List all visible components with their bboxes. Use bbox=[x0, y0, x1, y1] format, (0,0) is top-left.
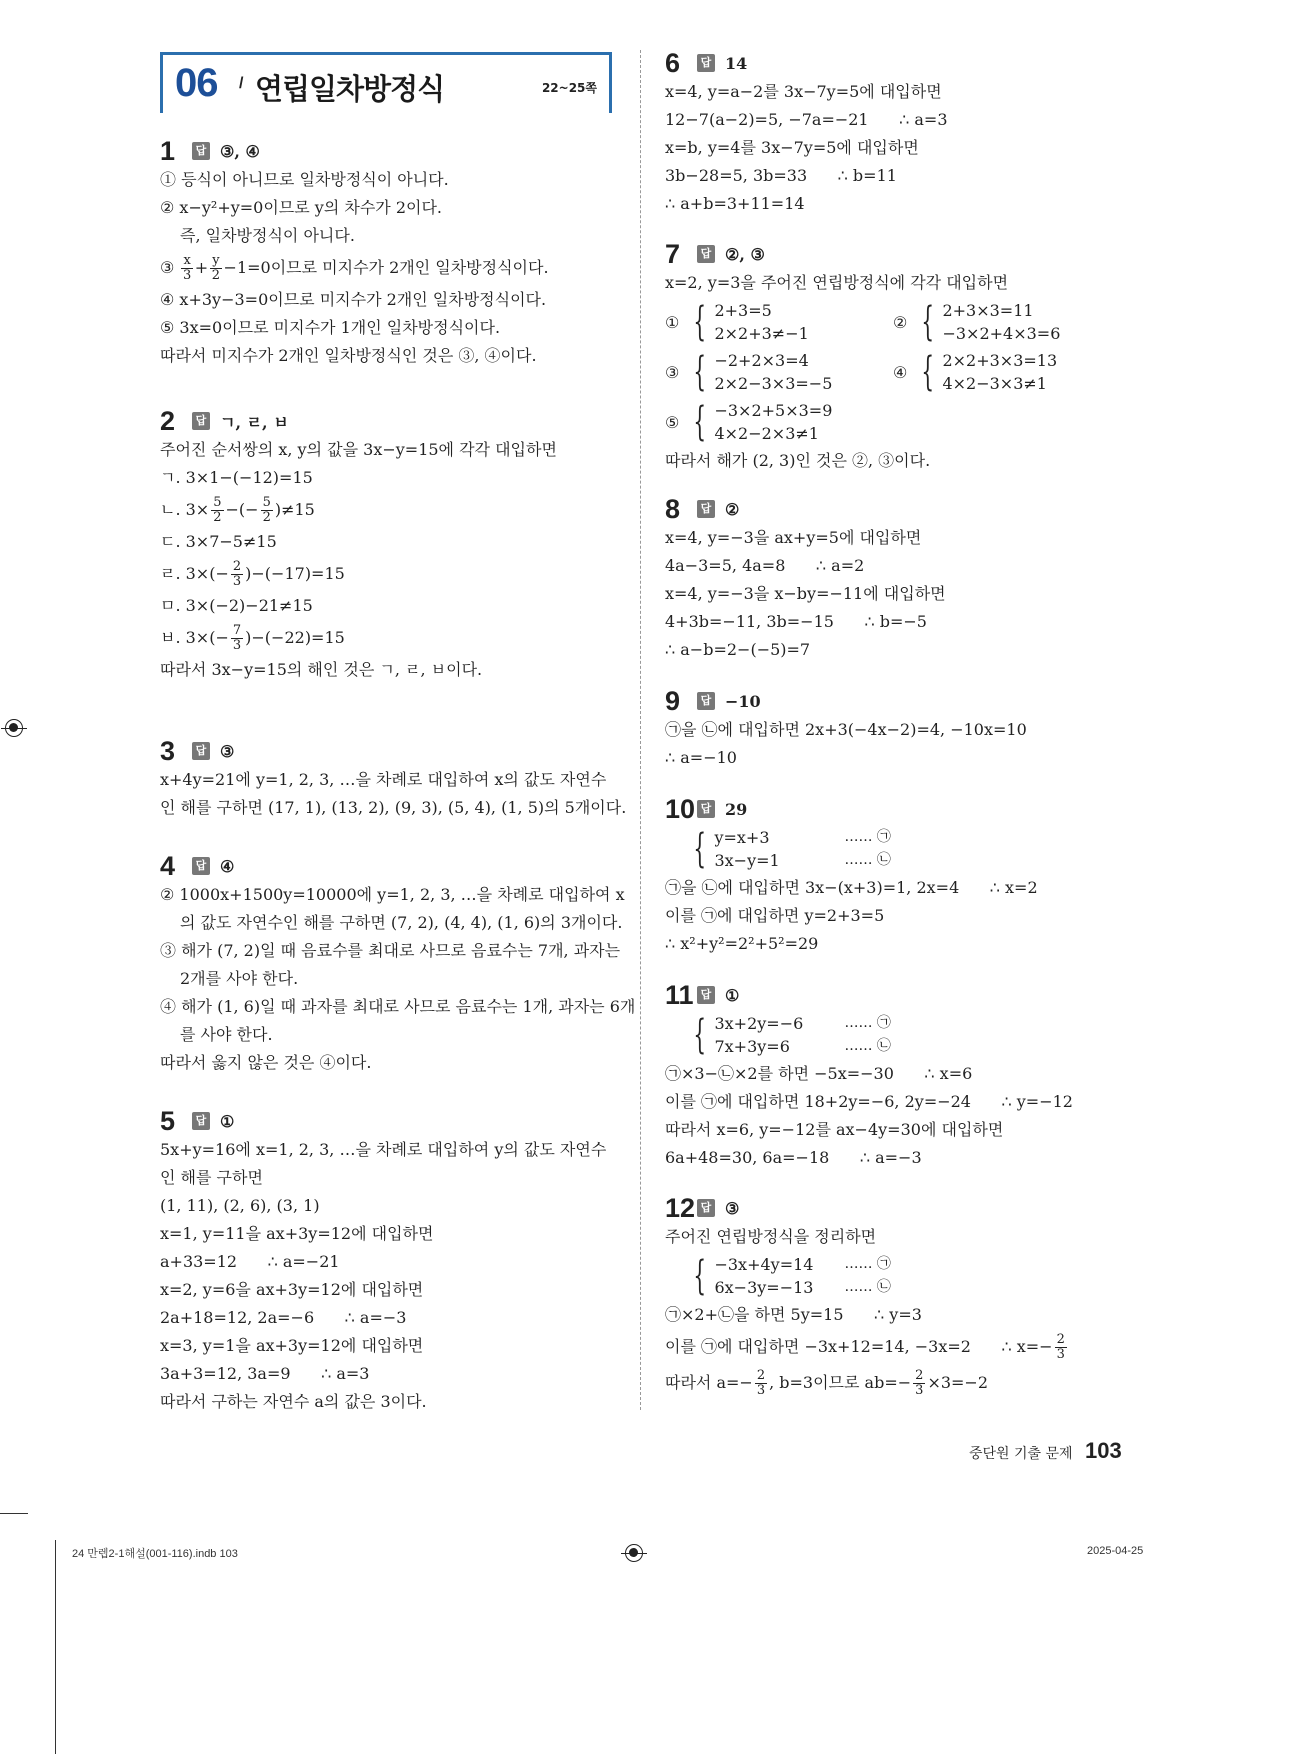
equation: 7x+3y=6 bbox=[714, 1037, 790, 1056]
solution-line: 5x+y=16에 x=1, 2, 3, …을 차례로 대입하여 y의 값도 자연수 bbox=[160, 1140, 607, 1159]
system-row bbox=[942, 299, 1060, 322]
equation-tag: …… ㉡ bbox=[844, 1038, 891, 1054]
solution-line: x=4, y=−3을 ax+y=5에 대입하면 bbox=[665, 528, 922, 547]
solution-line: ∴ a+b=3+11=14 bbox=[665, 194, 805, 213]
equation-system bbox=[665, 399, 893, 445]
solution-line: ㉠×2+㉡을 하면 5y=15 ∴ y=3 bbox=[665, 1305, 922, 1324]
problem-7 bbox=[665, 239, 1125, 475]
numerator: 2 bbox=[756, 1367, 766, 1383]
section-title: 연립일차방정식 bbox=[255, 72, 445, 106]
answer: ① bbox=[220, 1111, 235, 1131]
brace-icon: { bbox=[693, 399, 707, 445]
equation-system bbox=[893, 349, 1121, 395]
problem-number: 2 bbox=[160, 405, 176, 436]
print-date: 2025-04-25 bbox=[1087, 1545, 1144, 1557]
section-header bbox=[160, 52, 612, 113]
equation: −2+2×3=4 bbox=[714, 351, 809, 370]
text-segment: ×3=−2 bbox=[927, 1373, 989, 1392]
numerator: 7 bbox=[232, 622, 242, 638]
solution-line: x=3, y=1을 ax+3y=12에 대입하면 bbox=[160, 1336, 424, 1355]
solution-line: ④ x+3y−3=0이므로 미지수가 2개인 일차방정식이다. bbox=[160, 290, 547, 309]
equation-system-row bbox=[665, 297, 1125, 347]
answer-badge: 답 bbox=[192, 412, 210, 430]
equation-tag: …… ㉠ bbox=[844, 829, 891, 845]
answer-badge: 답 bbox=[697, 54, 715, 72]
text-segment: ③ bbox=[160, 258, 180, 277]
problem-heading bbox=[665, 239, 1125, 269]
solution-line: x=b, y=4를 3x−7y=5에 대입하면 bbox=[665, 138, 919, 157]
problem-5 bbox=[160, 1106, 620, 1416]
solution-line: ㄱ. 3×1−(−12)=15 bbox=[160, 468, 313, 487]
solution-line bbox=[160, 250, 620, 286]
solution-line: 따라서 옳지 않은 것은 ④이다. bbox=[160, 1053, 372, 1072]
problem-heading bbox=[665, 494, 1125, 524]
problem-4 bbox=[160, 850, 636, 1077]
problem-heading bbox=[665, 980, 1125, 1010]
system-label: ③ bbox=[665, 362, 680, 382]
problem-number: 6 bbox=[665, 47, 681, 78]
fraction bbox=[231, 624, 243, 653]
equation: 2×2+3≠−1 bbox=[714, 324, 809, 343]
system-label: ⑤ bbox=[665, 412, 680, 432]
solution-line: ② x−y²+y=0이므로 y의 차수가 2이다. bbox=[160, 198, 443, 217]
numerator: x bbox=[183, 252, 191, 268]
answer: ③, ④ bbox=[220, 141, 260, 161]
registration-mark-icon bbox=[5, 719, 23, 737]
system-row bbox=[942, 322, 1060, 345]
answer-badge: 답 bbox=[192, 142, 210, 160]
answer-badge: 답 bbox=[697, 500, 715, 518]
problem-heading bbox=[160, 736, 620, 766]
system-equations bbox=[714, 349, 832, 395]
system-row bbox=[714, 826, 890, 849]
answer: ③ bbox=[220, 741, 235, 761]
section-slash: / bbox=[239, 75, 244, 92]
solution-line: 따라서 미지수가 2개인 일차방정식인 것은 ③, ④이다. bbox=[160, 346, 537, 365]
system-equations bbox=[714, 1012, 890, 1058]
text-segment: 이를 ㉠에 대입하면 −3x+12=14, −3x=2 ∴ x=− bbox=[665, 1337, 1053, 1356]
answer: 14 bbox=[725, 53, 748, 73]
solution-line: 따라서 3x−y=15의 해인 것은 ㄱ, ㄹ, ㅂ이다. bbox=[160, 660, 483, 679]
problem-9 bbox=[665, 686, 1125, 772]
answer: ③ bbox=[725, 1198, 740, 1218]
answer: 29 bbox=[725, 799, 748, 819]
solution-line: 3b−28=5, 3b=33 ∴ b=11 bbox=[665, 166, 897, 185]
solution-line: 따라서 구하는 자연수 a의 값은 3이다. bbox=[160, 1392, 427, 1411]
text-segment: + bbox=[194, 258, 209, 277]
problem-heading bbox=[665, 686, 1125, 716]
problem-11 bbox=[665, 980, 1125, 1172]
solution-line: 3a+3=12, 3a=9 ∴ a=3 bbox=[160, 1364, 370, 1383]
denominator: 2 bbox=[262, 509, 271, 525]
brace-icon: { bbox=[921, 349, 935, 395]
solution-line: ④ 해가 (1, 6)일 때 과자를 최대로 사므로 음료수는 1개, 과자는 6개 bbox=[160, 997, 636, 1016]
equation-system bbox=[665, 1012, 1125, 1058]
system-row bbox=[714, 1012, 890, 1035]
solution-line: 이를 ㉠에 대입하면 18+2y=−6, 2y=−24 ∴ y=−12 bbox=[665, 1092, 1073, 1111]
denominator: 3 bbox=[756, 1382, 766, 1398]
equation-tag: …… ㉠ bbox=[844, 1015, 891, 1031]
system-label: ④ bbox=[893, 362, 908, 382]
problem-heading bbox=[160, 136, 620, 166]
equation: −3×2+4×3=6 bbox=[942, 324, 1061, 343]
answer-badge: 답 bbox=[697, 692, 715, 710]
solution-line: a+33=12 ∴ a=−21 bbox=[160, 1252, 340, 1271]
numerator: y bbox=[212, 252, 220, 268]
system-equations bbox=[714, 1253, 890, 1299]
answer-badge: 답 bbox=[697, 986, 715, 1004]
problem-number: 12 bbox=[665, 1192, 696, 1223]
system-equations bbox=[714, 399, 832, 445]
equation-system bbox=[665, 349, 893, 395]
brace-icon: { bbox=[693, 1253, 707, 1299]
equation-system bbox=[665, 1253, 1125, 1299]
solution-line: ㉠×3−㉡×2를 하면 −5x=−30 ∴ x=6 bbox=[665, 1064, 973, 1083]
problem-heading bbox=[160, 851, 620, 881]
text-segment: )≠15 bbox=[274, 500, 315, 519]
solution-line: (1, 11), (2, 6), (3, 1) bbox=[160, 1196, 320, 1215]
equation-tag: …… ㉡ bbox=[844, 852, 891, 868]
solution-line: 4+3b=−11, 3b=−15 ∴ b=−5 bbox=[665, 612, 927, 631]
fraction bbox=[755, 1369, 767, 1398]
answer-badge: 답 bbox=[697, 800, 715, 818]
crop-mark bbox=[55, 1540, 56, 1754]
problem-6 bbox=[665, 48, 1125, 218]
equation: 4×2−2×3≠1 bbox=[714, 424, 819, 443]
section-number: 06 bbox=[175, 61, 218, 105]
solution-line: 6a+48=30, 6a=−18 ∴ a=−3 bbox=[665, 1148, 922, 1167]
page-number: 103 bbox=[1085, 1438, 1122, 1463]
print-slug: 24 만렙2-1해설(001-116).indb 103 bbox=[72, 1548, 238, 1560]
problem-3 bbox=[160, 735, 627, 822]
numerator: 5 bbox=[213, 494, 222, 510]
fraction bbox=[1055, 1333, 1067, 1362]
denominator: 3 bbox=[182, 267, 192, 283]
system-row bbox=[714, 1276, 890, 1299]
solution-line: ① 등식이 아니므로 일차방정식이 아니다. bbox=[160, 170, 449, 189]
problem-number: 11 bbox=[665, 979, 694, 1010]
solution-line: x=1, y=11을 ax+3y=12에 대입하면 bbox=[160, 1224, 434, 1243]
solution-line: 4a−3=5, 4a=8 ∴ a=2 bbox=[665, 556, 865, 575]
system-equations bbox=[714, 299, 814, 345]
system-row bbox=[714, 849, 890, 872]
solution-line: ∴ x²+y²=2²+5²=29 bbox=[665, 934, 819, 953]
equation: 6x−3y=−13 bbox=[714, 1278, 814, 1297]
system-row bbox=[714, 349, 832, 372]
solution-line: ③ 해가 (7, 2)일 때 음료수를 최대로 사므로 음료수는 7개, 과자는 bbox=[160, 941, 621, 960]
problem-1 bbox=[160, 136, 620, 370]
solution-line bbox=[665, 1365, 1125, 1401]
system-equations bbox=[942, 299, 1060, 345]
answer: ① bbox=[725, 985, 740, 1005]
solution-line: ㄷ. 3×7−5≠15 bbox=[160, 532, 277, 551]
fraction bbox=[210, 254, 221, 283]
system-label: ② bbox=[893, 312, 908, 332]
problem-8 bbox=[665, 494, 1125, 664]
system-row bbox=[714, 299, 814, 322]
solution-line: ② 1000x+1500y=10000에 y=1, 2, 3, …을 차례로 대입하여 x bbox=[160, 885, 625, 904]
equation: y=x+3 bbox=[714, 828, 770, 847]
solution-line: ㉠을 ㉡에 대입하면 2x+3(−4x−2)=4, −10x=10 bbox=[665, 720, 1027, 739]
equation-tag: …… ㉠ bbox=[844, 1256, 891, 1272]
system-row bbox=[714, 399, 832, 422]
solution-line: 인 해를 구하면 (17, 1), (13, 2), (9, 3), (5, 4), (1, 5)의 5개이다. bbox=[160, 798, 627, 817]
solution-line: 인 해를 구하면 bbox=[160, 1168, 263, 1187]
answer-badge: 답 bbox=[697, 245, 715, 263]
equation-system-row bbox=[665, 397, 1125, 447]
text-segment: )−(−22)=15 bbox=[245, 628, 345, 647]
system-row bbox=[942, 372, 1057, 395]
numerator: 2 bbox=[1056, 1331, 1065, 1347]
equation: −3x+4y=14 bbox=[714, 1255, 814, 1274]
solution-line: 주어진 연립방정식을 정리하면 bbox=[665, 1227, 877, 1246]
solution-line: 를 사야 한다. bbox=[180, 1025, 273, 1044]
text-segment: ㅂ. 3×(− bbox=[160, 628, 229, 647]
solution-line bbox=[160, 492, 620, 528]
text-segment: −1=0이므로 미지수가 2개인 일차방정식이다. bbox=[223, 258, 549, 277]
solution-line bbox=[160, 620, 620, 656]
equation: −3×2+5×3=9 bbox=[714, 401, 833, 420]
solution-line: 의 값도 자연수인 해를 구하면 (7, 2), (4, 4), (1, 6)의 3개이다. bbox=[180, 913, 623, 932]
solution-line: x=4, y=a−2를 3x−7y=5에 대입하면 bbox=[665, 82, 942, 101]
crop-mark bbox=[0, 1513, 28, 1514]
solution-line: ⑤ 3x=0이므로 미지수가 1개인 일차방정식이다. bbox=[160, 318, 501, 337]
problem-12 bbox=[665, 1193, 1125, 1401]
solution-line: x=2, y=6을 ax+3y=12에 대입하면 bbox=[160, 1280, 424, 1299]
solution-line: ∴ a−b=2−(−5)=7 bbox=[665, 640, 811, 659]
problem-2 bbox=[160, 406, 620, 684]
answer: ㄱ, ㄹ, ㅂ bbox=[220, 412, 289, 432]
solution-line: 2a+18=12, 2a=−6 ∴ a=−3 bbox=[160, 1308, 407, 1327]
fraction bbox=[211, 496, 223, 525]
problem-number: 5 bbox=[160, 1105, 176, 1136]
problem-heading bbox=[160, 406, 620, 436]
denominator: 3 bbox=[232, 573, 242, 589]
denominator: 3 bbox=[915, 1382, 924, 1398]
solution-line: 주어진 순서쌍의 x, y의 값을 3x−y=15에 각각 대입하면 bbox=[160, 440, 557, 459]
solution-line: x=4, y=−3을 x−by=−11에 대입하면 bbox=[665, 584, 946, 603]
equation-system bbox=[665, 826, 1125, 872]
system-equations bbox=[714, 826, 890, 872]
problem-10 bbox=[665, 794, 1125, 958]
system-row bbox=[714, 372, 832, 395]
equation: 3x−y=1 bbox=[714, 851, 780, 870]
answer: −10 bbox=[725, 691, 761, 711]
denominator: 3 bbox=[1056, 1346, 1065, 1362]
equation-system bbox=[893, 299, 1121, 345]
answer-badge: 답 bbox=[192, 857, 210, 875]
answer-badge: 답 bbox=[697, 1199, 715, 1217]
solution-line: 즉, 일차방정식이 아니다. bbox=[180, 226, 355, 245]
equation-system bbox=[665, 299, 893, 345]
text-segment: , b=3이므로 ab=− bbox=[769, 1373, 912, 1392]
solution-line bbox=[665, 1329, 1125, 1365]
brace-icon: { bbox=[693, 1012, 707, 1058]
answer: ② bbox=[725, 499, 740, 519]
brace-icon: { bbox=[693, 826, 707, 872]
solution-line: 2개를 사야 한다. bbox=[180, 969, 299, 988]
fraction bbox=[181, 254, 192, 283]
column-divider bbox=[640, 50, 641, 1410]
system-row bbox=[714, 1253, 890, 1276]
answer-badge: 답 bbox=[192, 1112, 210, 1130]
equation: 2×2−3×3=−5 bbox=[714, 374, 833, 393]
system-row bbox=[714, 322, 814, 345]
denominator: 2 bbox=[211, 267, 220, 283]
solution-line: ∴ a=−10 bbox=[665, 748, 737, 767]
equation: 2×2+3×3=13 bbox=[942, 351, 1058, 370]
text-segment: 따라서 a=− bbox=[665, 1373, 753, 1392]
solution-line bbox=[160, 556, 620, 592]
fraction bbox=[913, 1369, 925, 1398]
problem-number: 9 bbox=[665, 685, 681, 716]
solution-line: 12−7(a−2)=5, −7a=−21 ∴ a=3 bbox=[665, 110, 948, 129]
problem-number: 3 bbox=[160, 735, 176, 766]
answer-badge: 답 bbox=[192, 742, 210, 760]
solution-line: ㅁ. 3×(−2)−21≠15 bbox=[160, 596, 313, 615]
numerator: 2 bbox=[232, 558, 242, 574]
solution-line: 이를 ㉠에 대입하면 y=2+3=5 bbox=[665, 906, 885, 925]
denominator: 2 bbox=[213, 509, 222, 525]
problem-number: 10 bbox=[665, 793, 696, 824]
system-label: ① bbox=[665, 312, 680, 332]
problem-number: 7 bbox=[665, 238, 681, 269]
numerator: 5 bbox=[262, 494, 271, 510]
brace-icon: { bbox=[921, 299, 935, 345]
footer-category: 중단원 기출 문제 bbox=[969, 1446, 1073, 1462]
numerator: 2 bbox=[915, 1367, 924, 1383]
registration-mark-icon bbox=[625, 1544, 643, 1562]
problem-heading bbox=[160, 1106, 620, 1136]
system-row bbox=[942, 349, 1057, 372]
equation-tag: …… ㉡ bbox=[844, 1279, 891, 1295]
problem-heading bbox=[665, 794, 1125, 824]
section-pages: 22~25쪽 bbox=[541, 81, 597, 95]
equation: 2+3=5 bbox=[714, 301, 772, 320]
system-row bbox=[714, 1035, 890, 1058]
problem-number: 4 bbox=[160, 850, 176, 881]
problem-heading bbox=[665, 1193, 1125, 1223]
equation: 4×2−3×3≠1 bbox=[942, 374, 1047, 393]
solution-line: ㉠을 ㉡에 대입하면 3x−(x+3)=1, 2x=4 ∴ x=2 bbox=[665, 878, 1038, 897]
problem-number: 1 bbox=[160, 135, 176, 166]
solution-line: x+4y=21에 y=1, 2, 3, …을 차례로 대입하여 x의 값도 자연수 bbox=[160, 770, 607, 789]
solution-line: 따라서 해가 (2, 3)인 것은 ②, ③이다. bbox=[665, 451, 931, 470]
fraction bbox=[231, 560, 243, 589]
problem-heading bbox=[665, 48, 1125, 78]
answer: ②, ③ bbox=[725, 244, 765, 264]
equation: 2+3×3=11 bbox=[942, 301, 1034, 320]
fraction bbox=[261, 496, 273, 525]
solution-line: 따라서 x=6, y=−12를 ax−4y=30에 대입하면 bbox=[665, 1120, 1004, 1139]
denominator: 3 bbox=[232, 637, 242, 653]
system-equations bbox=[942, 349, 1057, 395]
problem-number: 8 bbox=[665, 493, 681, 524]
text-segment: ㄹ. 3×(− bbox=[160, 564, 229, 583]
answer: ④ bbox=[220, 856, 235, 876]
text-segment: )−(−17)=15 bbox=[245, 564, 345, 583]
equation-system-row bbox=[665, 347, 1125, 397]
brace-icon: { bbox=[693, 299, 707, 345]
text-segment: ㄴ. 3× bbox=[160, 500, 210, 519]
system-row bbox=[714, 422, 832, 445]
text-segment: −(− bbox=[225, 500, 259, 519]
equation: 3x+2y=−6 bbox=[714, 1014, 804, 1033]
solution-line: x=2, y=3을 주어진 연립방정식에 각각 대입하면 bbox=[665, 273, 1009, 292]
brace-icon: { bbox=[693, 349, 707, 395]
